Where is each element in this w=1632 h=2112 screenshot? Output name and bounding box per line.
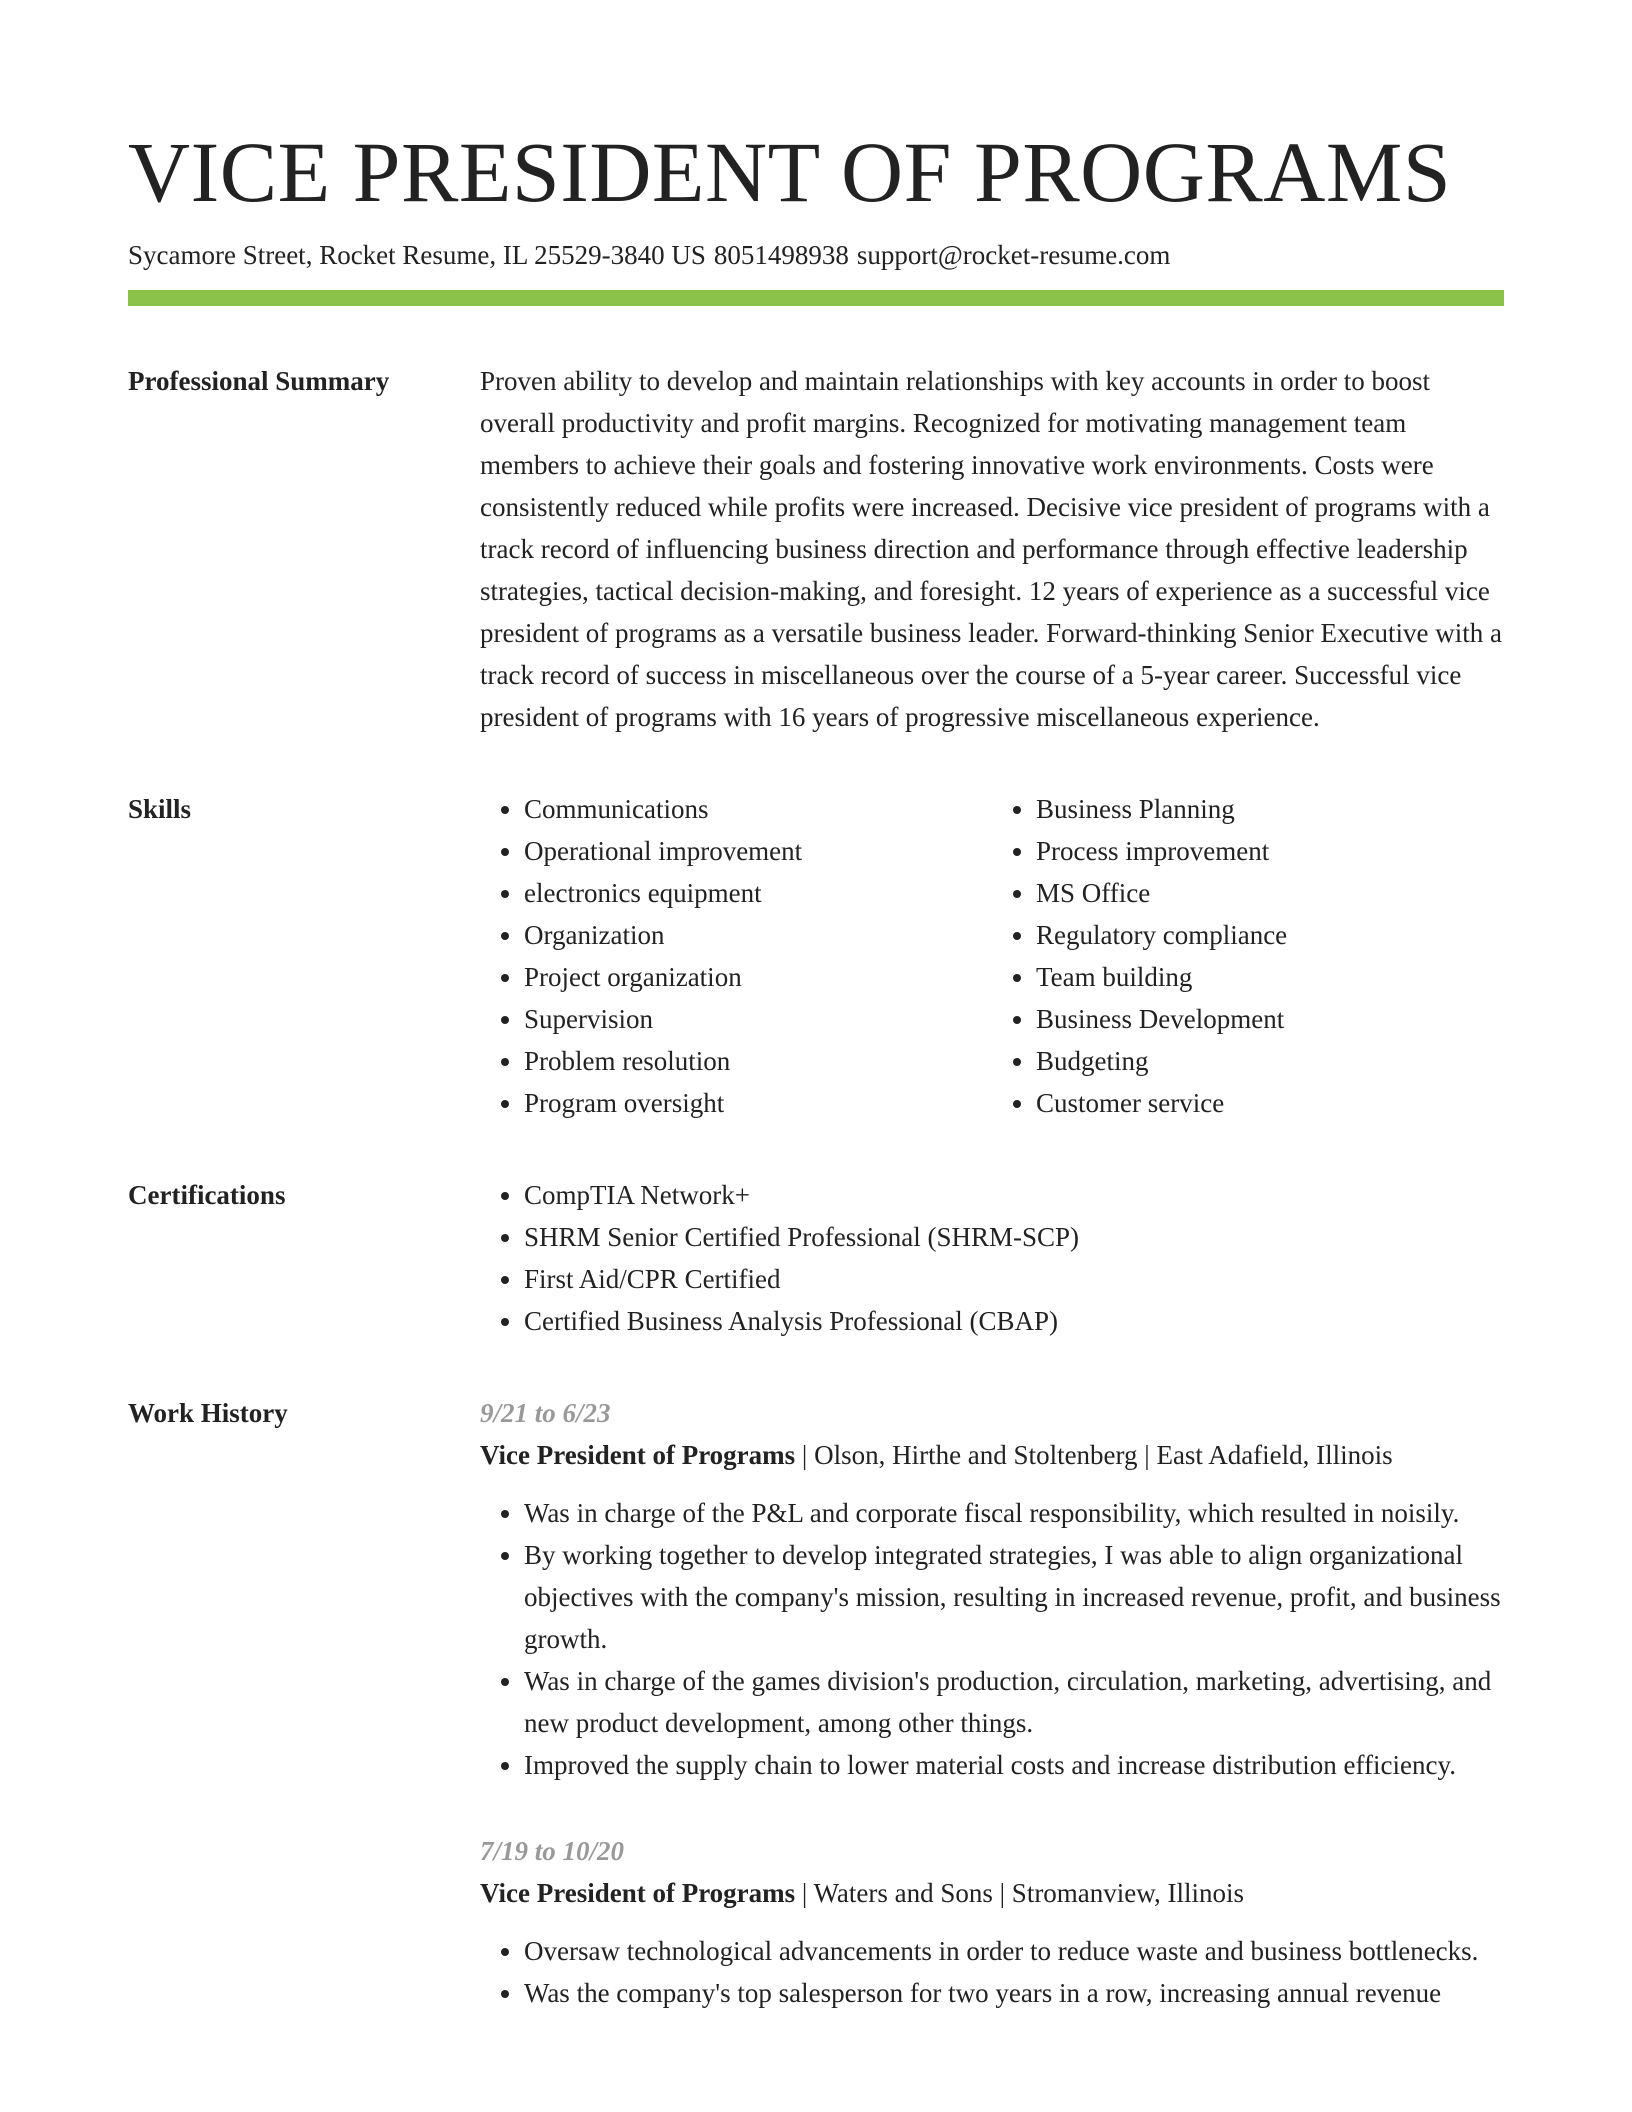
job-bullet: • Improved the supply chain to lower material costs and increase distribution efficiency. — [524, 1744, 1504, 1786]
skill-item: • Business Development — [1036, 998, 1504, 1040]
section-label-work: Work History — [128, 1398, 288, 1428]
job-location: East Adafield, Illinois — [1156, 1440, 1393, 1470]
job-entry — [480, 1392, 1504, 1786]
job-company: Waters and Sons — [813, 1878, 993, 1908]
resume-page — [128, 0, 1504, 2058]
job-heading: Vice President of Programs | Olson, Hirthe and Stoltenberg | East Adafield, Illinois — [480, 1440, 1393, 1470]
section-summary — [128, 360, 1504, 738]
certifications-list — [480, 1174, 1504, 1342]
job-location: Stromanview, Illinois — [1011, 1878, 1245, 1908]
job-heading: Vice President of Programs | Waters and Sons | Stromanview, Illinois — [480, 1878, 1245, 1908]
contact-address: Sycamore Street, Rocket Resume, IL 25529-3840 US — [128, 240, 706, 270]
work-history-list — [480, 1392, 1504, 2058]
section-work-history — [128, 1392, 1504, 2058]
job-bullet: • Was in charge of the games division's production, circulation, marketing, advertising, and new product development, among other things. — [524, 1660, 1504, 1744]
page-title: VICE PRESIDENT OF PROGRAMS — [128, 124, 1452, 220]
section-label-certifications: Certifications — [128, 1180, 286, 1210]
section-body-certifications — [480, 1174, 1504, 1342]
job-title: Vice President of Programs — [480, 1878, 796, 1908]
skills-list-right — [992, 788, 1504, 1124]
section-label-summary: Professional Summary — [128, 366, 390, 396]
skill-item: • Regulatory compliance — [1036, 914, 1504, 956]
contact-phone: 8051498938 — [713, 240, 849, 270]
skill-item: • Customer service — [1036, 1082, 1504, 1124]
skill-item: • electronics equipment — [524, 872, 992, 914]
skill-item: • Supervision — [524, 998, 992, 1040]
certification-item: • CompTIA Network+ — [524, 1174, 1504, 1216]
certification-item: • Certified Business Analysis Professional (CBAP) — [524, 1300, 1504, 1342]
skill-item: • Organization — [524, 914, 992, 956]
skills-list-left — [480, 788, 992, 1124]
skill-item: • Budgeting — [1036, 1040, 1504, 1082]
summary-text: Proven ability to develop and maintain relationships with key accounts in order to boost overall productivity and profit margins. Recognized for motivating management team members to achieve their goals and fostering innovative work environments. Costs were consistently reduced while profits were increased. Decisive vice president of programs with a track record of influencing business direction and performance through effective leadership strategies, tactical decision-making, and foresight. 12 years of experience as a successful vice president of programs as a versatile business leader. Forward-thinking Senior Executive with a track record of success in miscellaneous over the course of a 5-year career. Successful vice president of programs with 16 years of progressive miscellaneous experience. — [480, 366, 1502, 732]
skills-grid — [480, 788, 1504, 1124]
section-body-summary — [480, 360, 1504, 738]
skill-item: • Process improvement — [1036, 830, 1504, 872]
skill-item: • Team building — [1036, 956, 1504, 998]
skill-item: • Project organization — [524, 956, 992, 998]
skill-item: • Program oversight — [524, 1082, 992, 1124]
contact-email: support@rocket-resume.com — [856, 240, 1171, 270]
contact-line — [128, 238, 1504, 272]
skill-item: • Business Planning — [1036, 788, 1504, 830]
job-title: Vice President of Programs — [480, 1440, 796, 1470]
job-company: Olson, Hirthe and Stoltenberg — [814, 1440, 1138, 1470]
job-bullet: • By working together to develop integrated strategies, I was able to align organizational objectives with the company's mission, resulting in increased revenue, profit, and business growth. — [524, 1534, 1504, 1660]
certification-item: • First Aid/CPR Certified — [524, 1258, 1504, 1300]
job-dates: 7/19 to 10/20 — [480, 1836, 625, 1866]
job-entry — [480, 1830, 1504, 2014]
job-bullet: • Was the company's top salesperson for two years in a row, increasing annual revenue — [524, 1972, 1504, 2014]
certification-item: • SHRM Senior Certified Professional (SHRM-SCP) — [524, 1216, 1504, 1258]
skill-item: • Problem resolution — [524, 1040, 992, 1082]
section-certifications — [128, 1174, 1504, 1342]
section-skills — [128, 788, 1504, 1124]
skill-item: • Communications — [524, 788, 992, 830]
job-bullet: • Was in charge of the P&L and corporate fiscal responsibility, which resulted in noisily. — [524, 1492, 1504, 1534]
job-bullets — [480, 1492, 1504, 1786]
job-bullets — [480, 1930, 1504, 2014]
job-dates: 9/21 to 6/23 — [480, 1398, 611, 1428]
section-label-skills: Skills — [128, 794, 192, 824]
skill-item: • Operational improvement — [524, 830, 992, 872]
accent-divider — [128, 290, 1504, 306]
skill-item: • MS Office — [1036, 872, 1504, 914]
job-bullet: • Oversaw technological advancements in order to reduce waste and business bottlenecks. — [524, 1930, 1504, 1972]
